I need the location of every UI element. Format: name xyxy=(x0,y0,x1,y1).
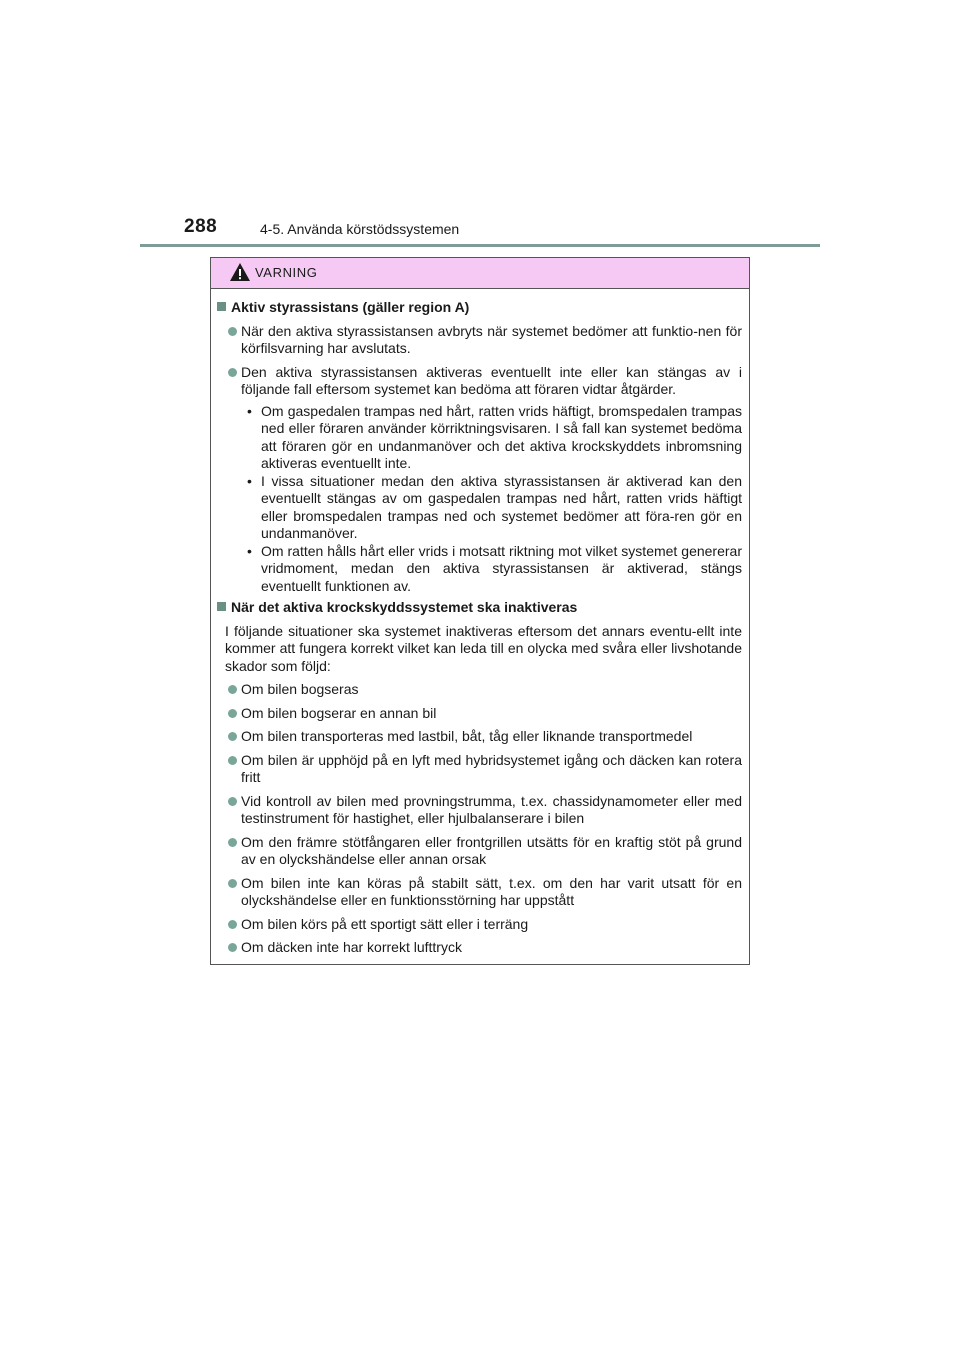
sub-list-item xyxy=(241,543,742,596)
section-heading-text: Aktiv styrassistans (gäller region A) xyxy=(231,299,470,315)
sub-list-item xyxy=(241,403,742,473)
list-item-text: Om bilen transporteras med lastbil, båt, tåg eller liknande transportmedel xyxy=(241,728,693,744)
list-item xyxy=(217,705,742,723)
list-item xyxy=(217,939,742,957)
list-item-text: Vid kontroll av bilen med provningstrumma, t.ex. chassidynamometer eller med testinstrument för hastighet, eller hjulbalanserare i bilen xyxy=(241,792,742,826)
small-bullet-icon: • xyxy=(247,542,252,559)
list-item-text: Om bilen inte kan köras på stabilt sätt, t.ex. om den har varit utsatt för en olyckshändelse eller en funktionsstörning har uppstått xyxy=(241,874,742,908)
sub-list xyxy=(241,403,742,596)
round-bullet-icon xyxy=(228,709,237,718)
list-item xyxy=(217,916,742,934)
list-item-text: Om däcken inte har korrekt lufttryck xyxy=(241,939,462,955)
list-item-text: Om bilen är upphöjd på en lyft med hybridsystemet igång och däcken kan rotera fritt xyxy=(241,751,742,785)
square-bullet-icon xyxy=(217,602,226,611)
section-heading xyxy=(217,599,742,617)
list-item-text: När den aktiva styrassistansen avbryts när systemet bedömer att funktio-nen för körfilsvarning har avslutats. xyxy=(241,322,742,356)
round-bullet-icon xyxy=(228,327,237,336)
round-bullet-icon xyxy=(228,943,237,952)
round-bullet-icon xyxy=(228,797,237,806)
small-bullet-icon: • xyxy=(247,402,252,419)
list-item-text: Den aktiva styrassistansen aktiveras eventuellt inte eller kan stängas av i följande fall eftersom systemet kan bedöma att föraren vidtar åtgärder. xyxy=(241,363,742,397)
list-item xyxy=(217,728,742,746)
small-bullet-icon: • xyxy=(247,472,252,489)
square-bullet-icon xyxy=(217,302,226,311)
warning-body xyxy=(211,289,749,957)
warning-header xyxy=(211,258,749,289)
list-item xyxy=(217,834,742,869)
page-header xyxy=(184,216,824,246)
list-item xyxy=(217,793,742,828)
list-item xyxy=(217,681,742,699)
section-heading xyxy=(217,299,742,317)
round-bullet-icon xyxy=(228,838,237,847)
warning-triangle-icon xyxy=(229,262,251,282)
round-bullet-icon xyxy=(228,368,237,377)
list-item-text: Om bilen bogserar en annan bil xyxy=(241,704,437,721)
list-item xyxy=(217,323,742,358)
sub-list-item-text: I vissa situationer medan den aktiva styrassistansen är aktiverad kan den eventuellt stängas av om gaspedalen trampas ned hårt, ratten vrids häftigt eller bromspedalen trampas ned och systemet bedömer att föra-ren gör en undanmanöver. xyxy=(261,472,742,541)
warning-label: VARNING xyxy=(255,265,318,280)
list-item-text: Om bilen bogseras xyxy=(241,681,359,697)
header-rule xyxy=(140,244,820,247)
round-bullet-icon xyxy=(228,920,237,929)
sub-list-item-text: Om gaspedalen trampas ned hårt, ratten vrids häftigt, bromspedalen trampas ned eller föraren använder körriktningsvisaren. I så fall kan systemet bedöma att föraren gör en undanmanöver och det aktiva krockskyddets inbromsning aktiveras eventuellt inte. xyxy=(261,402,742,471)
list-item-text: Om bilen körs på ett sportigt sätt eller i terräng xyxy=(241,915,529,932)
sub-list-item xyxy=(241,473,742,543)
list-item-text: Om den främre stötfångaren eller frontgrillen utsätts för en kraftig stöt på grund av en olyckshändelse eller annan orsak xyxy=(241,833,742,867)
sub-list-item-text: Om ratten hålls hårt eller vrids i motsatt riktning mot vilket systemet genererar vridmoment, medan den aktiva styrassistansen är aktiverad, stängs eventuellt funktionen av. xyxy=(261,542,742,594)
warning-box xyxy=(210,257,750,965)
page-number: 288 xyxy=(184,216,218,237)
section-intro: I följande situationer ska systemet inaktiveras eftersom det annars eventu-ellt inte kommer att fungera korrekt vilket kan leda till en olycka med svåra eller livshotande skador som följd: xyxy=(225,622,742,674)
list-item xyxy=(217,364,742,399)
list-item xyxy=(217,752,742,787)
round-bullet-icon xyxy=(228,756,237,765)
round-bullet-icon xyxy=(228,732,237,741)
list-item xyxy=(217,875,742,910)
section-title: 4-5. Använda körstödssystemen xyxy=(260,221,460,237)
round-bullet-icon xyxy=(228,685,237,694)
round-bullet-icon xyxy=(228,879,237,888)
section-heading-text: När det aktiva krockskyddssystemet ska inaktiveras xyxy=(231,599,578,615)
